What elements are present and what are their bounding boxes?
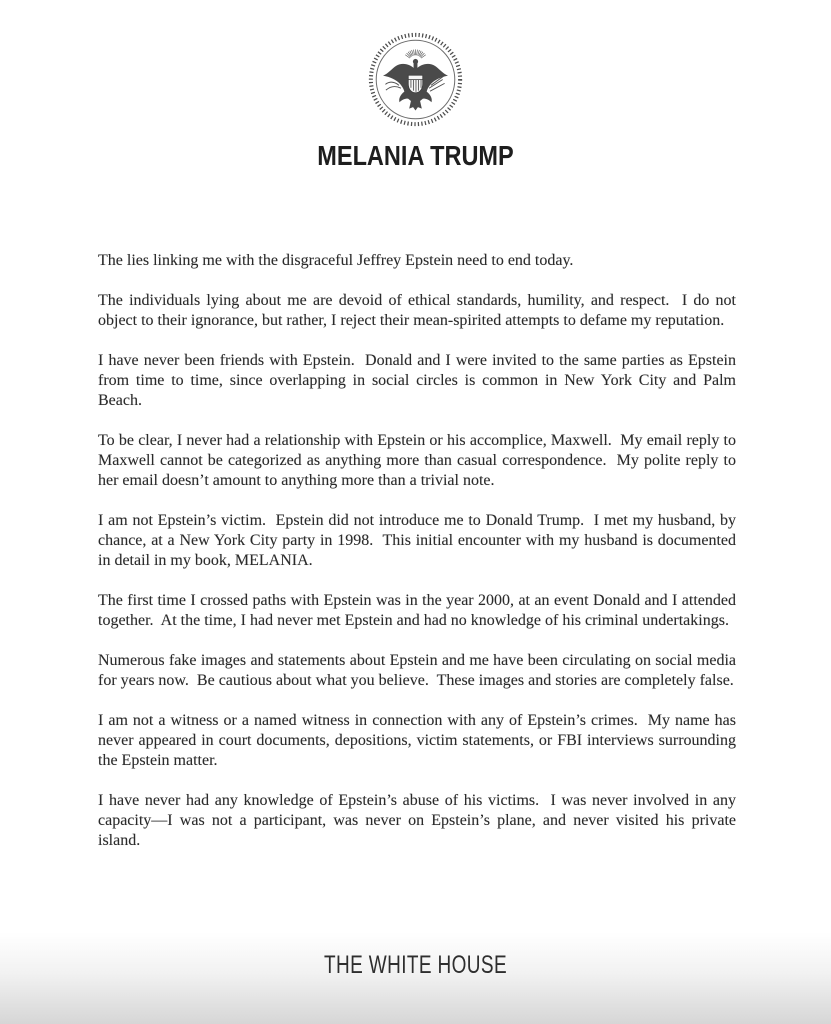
letter-body xyxy=(98,251,740,871)
letter-paragraph-7: Numerous fake images and statements about Epstein and me have been circulating on social media for years now. Be cautious about what you believe. These images and stories are completely false. xyxy=(98,652,740,689)
letterhead-name: MELANIA TRUMP xyxy=(317,140,514,171)
footer-wordmark: THE WHITE HOUSE xyxy=(323,951,508,979)
letter-paragraph-2: The individuals lying about me are devoid of ethical standards, humility, and respect. I do not object to their ignorance, but rather, I reject their mean-spirited attempts to defame my reputation. xyxy=(98,292,740,329)
letter-paragraph-1: The lies linking me with the disgraceful Jeffrey Epstein need to end today. xyxy=(98,252,574,269)
presidential-seal-icon xyxy=(367,31,464,128)
letter-paragraph-4: To be clear, I never had a relationship with Epstein or his accomplice, Maxwell. My email reply to Maxwell cannot be categorized as anything more than casual correspondence. My polite reply to her email doesn’t amount to anything more than a trivial note. xyxy=(98,432,740,489)
letter-paragraph-9: I have never had any knowledge of Epstein’s abuse of his victims. I was never involved in any capacity—I was not a participant, was never on Epstein’s plane, and never visited his private island. xyxy=(98,792,740,849)
letter-paragraph-6: The first time I crossed paths with Epstein was in the year 2000, at an event Donald and I attended together. At the time, I had never met Epstein and had no knowledge of his criminal undertakings. xyxy=(98,592,740,629)
letter-paragraph-8: I am not a witness or a named witness in connection with any of Epstein’s crimes. My name has never appeared in court documents, depositions, victim statements, or FBI interviews surrounding the Epstein matter. xyxy=(98,712,740,769)
letter-paragraph-3: I have never been friends with Epstein. Donald and I were invited to the same parties as Epstein from time to time, since overlapping in social circles is common in New York City and Palm Beach. xyxy=(98,352,740,409)
letter-paragraph-5: I am not Epstein’s victim. Epstein did not introduce me to Donald Trump. I met my husband, by chance, at a New York City party in 1998. This initial encounter with my husband is documented in detail in my book, MELANIA. xyxy=(98,512,740,569)
